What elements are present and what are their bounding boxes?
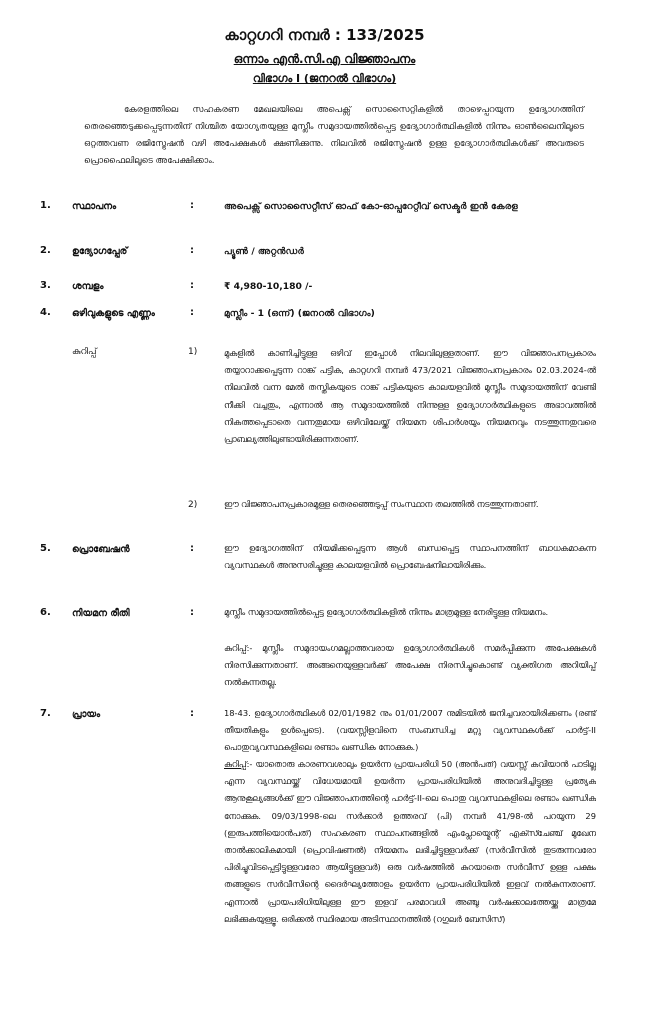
item-1-value: അപെക്സ് സൊസൈറ്റീസ് ഓഫ് കോ-ഓപ്പറേറ്റീവ് സെക്ടർ ഇൻ കേരള <box>224 201 518 212</box>
category-title: കാറ്റഗറി നമ്പർ : 133/2025 <box>224 26 425 44</box>
item-3-colon: : <box>190 280 194 291</box>
intro-paragraph: കേരളത്തിലെ സഹകരണ മേഖലയിലെ അപെക്സ് സൊസൈറ്റികളിൽ താഴെപ്പറയുന്ന ഉദ്യോഗത്തിന് തെരഞ്ഞെടുക്കപ്പെടുന്നതിന് നിശ്ചിത യോഗ്യതയുള്ള മുസ്ലീം സമുദായത്തിൽപ്പെട്ട ഉദ്യോഗാർത്ഥികളിൽ നിന്നും ഓൺലൈനിലൂടെ ഒറ്റത്തവണ രജിസ്ട്രേഷൻ വഴി അപേക്ഷകൾ ക്ഷണിക്കുന്നു. നിലവിൽ രജിസ്ട്രേഷൻ ഉള്ള ഉദ്യോഗാർത്ഥികൾക്ക് അവരുടെ പ്രൊഫൈലിലൂടെ അപേക്ഷിക്കാം. <box>84 105 584 166</box>
item-2-colon: : <box>190 245 194 256</box>
division-title: വിഭാഗം I (ജനറൽ വിഭാഗം) <box>252 72 397 85</box>
item-5-label: പ്രൊബേഷൻ <box>72 544 130 555</box>
item-2-number: 2. <box>40 245 51 256</box>
item-7-note-label: കുറിപ്പ് <box>224 759 247 769</box>
item-5-colon: : <box>190 543 194 554</box>
item-1-colon: : <box>190 200 194 211</box>
item-6-number: 6. <box>40 607 51 618</box>
item-6-colon: : <box>190 607 194 618</box>
item-7-colon: : <box>190 708 194 719</box>
item-7-number: 7. <box>40 708 51 719</box>
remark-1-text: മുകളിൽ കാണിച്ചിട്ടുള്ള ഒഴിവ് ഇപ്പോൾ നിലവിലുള്ളതാണ്. ഈ വിജ്ഞാപനപ്രകാരം തയ്യാറാക്കപ്പെടുന്ന റാങ്ക് പട്ടിക, കാറ്റഗറി നമ്പർ 473/2021 വിജ്ഞാപനപ്രകാരം 02.03.2024-ൽ നിലവിൽ വന്ന മേൽ തസ്തികയുടെ റാങ്ക് പട്ടികയുടെ കാലയളവിൽ മുസ്ലീം സമുദായത്തിന് വേണ്ടി നീക്കി വച്ചതും, എന്നാൽ ആ സമുദായത്തിൽ നിന്നുള്ള ഉദ്യോഗാർത്ഥികളുടെ അഭാവത്തിൽ നികത്തപ്പെടാതെ വന്നതുമായ ഒഴിവിലേയ്ക്ക് നിയമന ശിപാർശയും നിയമനവും നടത്തുന്നതുവരെ പ്രാബല്യത്തിലുണ്ടായിരിക്കുന്നതാണ്. <box>224 348 596 445</box>
item-6-value: മുസ്ലീം സമുദായത്തിൽപ്പെട്ട ഉദ്യോഗാർത്ഥികളിൽ നിന്നും മാത്രമുള്ള നേരിട്ടുള്ള നിയമനം. <box>224 607 549 617</box>
item-7-note <box>224 756 596 1018</box>
item-6-label: നിയമന രീതി <box>72 608 130 619</box>
item-3-label: ശമ്പളം <box>72 281 104 292</box>
item-6-note: കുറിപ്പ്:- മുസ്ലീം സമുദായംഗമല്ലാത്തവരായ ഉദ്യോഗാർത്ഥികൾ സമർപ്പിക്കുന്ന അപേക്ഷകൾ നിരസിക്കുന്നതാണ്. അങ്ങനെയുള്ളവർക്ക് അപേക്ഷ നിരസിച്ചുകൊണ്ട് വ്യക്തിഗത അറിയിപ്പ് നൽകുന്നതല്ല. <box>224 643 596 688</box>
notification-title: ഒന്നാം എൻ.സി.എ വിജ്ഞാപനം <box>233 52 416 66</box>
item-4-number: 4. <box>40 307 51 318</box>
item-1-number: 1. <box>40 200 51 211</box>
item-5-value: ഈ ഉദ്യോഗത്തിന് നിയമിക്കപ്പെടുന്ന ആൾ ബന്ധപ്പെട്ട സ്ഥാപനത്തിന് ബാധകമാകുന്ന വ്യവസ്ഥകൾ അനുസരിച്ചുള്ള കാലയളവിൽ പ്രൊബേഷനിലായിരിക്കും. <box>224 543 596 571</box>
remark-2-text: ഈ വിജ്ഞാപനപ്രകാരമുള്ള തെരഞ്ഞെടുപ്പ് സംസ്ഥാന തലത്തിൽ നടത്തുന്നതാണ്. <box>224 499 539 509</box>
item-4-label: ഒഴിവുകളുടെ എണ്ണം <box>72 308 155 319</box>
item-5-number: 5. <box>40 543 51 554</box>
item-7-label: പ്രായം <box>72 709 101 720</box>
item-2-label: ഉദ്യോഗപ്പേര് <box>72 246 128 257</box>
item-7-note-text: :- യാതൊരു കാരണവശാലും ഉയർന്ന പ്രായപരിധി 50 (അൻപത്) വയസ്സ് കവിയാൻ പാടില്ല എന്ന വ്യവസ്ഥയ്ക്ക് വിധേയമായി ഉയർന്ന പ്രായപരിധിയിൽ അനുവദിച്ചിട്ടുള്ള പ്രത്യേക ആനുകൂല്യങ്ങൾക്ക് ഈ വിജ്ഞാപനത്തിന്റെ പാർട്ട്-II-ലെ പൊതു വ്യവസ്ഥകളിലെ രണ്ടാം ഖണ്ഡിക നോക്കുക. 09/03/1998-ലെ സർക്കാർ ഉത്തരവ് (പി) നമ്പർ 41/98-ൽ പറയുന്ന 29 (ഇരുപത്തിയൊൻപത്) സഹകരണ സ്ഥാപനങ്ങളിൽ എംപ്ലോയ്മെന്റ് എക്സ്ചേഞ്ച് മുഖേന താൽക്കാലികമായി (പ്രൊവിഷണൽ) നിയമനം ലഭിച്ചിട്ടുള്ളവർക്ക് (സർവീസിൽ തുടരുന്നവരോ പിരിച്ചുവിടപ്പെട്ടിട്ടുള്ളവരോ ആയിട്ടുള്ളവർ) ഒരു വർഷത്തിൽ കുറയാതെ സർവീസ് ഉള്ള പക്ഷം തങ്ങളുടെ സർവീസിന്റെ ദൈർഘ്യത്തോളം ഉയർന്ന പ്രായപരിധിയിൽ ഇളവ് നൽകുന്നതാണ്. എന്നാൽ പ്രായപരിധിയിലുള്ള ഈ ഇളവ് പരമാവധി അഞ്ചു വർഷക്കാലത്തേയ്ക്കു മാത്രമേ ലഭിക്കുകയുള്ളൂ. ഒരിക്കൽ സ്ഥിരമായ അടിസ്ഥാനത്തിൽ (റഗുലർ ബേസിസ്) <box>224 759 596 924</box>
remark-2-number: 2) <box>188 500 198 510</box>
item-3-value: ₹ 4,980-10,180 /- <box>224 281 313 292</box>
item-4-colon: : <box>190 307 194 318</box>
item-4-value: മുസ്ലീം - 1 (ഒന്ന്) (ജനറൽ വിഭാഗം) <box>224 308 375 319</box>
remark-1-number: 1) <box>188 347 198 357</box>
item-2-value: പ്യൂൺ / അറ്റൻഡർ <box>224 246 304 257</box>
item-1-label: സ്ഥാപനം <box>72 201 117 212</box>
item-3-number: 3. <box>40 280 51 291</box>
remarks-label: കുറിപ്പ് <box>72 347 97 357</box>
item-7-value: 18-43. ഉദ്യോഗാർത്ഥികൾ 02/01/1982 നും 01/01/2007 നുമിടയിൽ ജനിച്ചവരായിരിക്കണം (രണ്ട് തീയതികളും ഉൾപ്പെടെ). (വയസ്സിളവിനെ സംബന്ധിച്ച മറ്റു വ്യവസ്ഥകൾക്ക് പാർട്ട്-II പൊതുവ്യവസ്ഥകളിലെ രണ്ടാം ഖണ്ഡിക നോക്കുക.) <box>224 708 596 753</box>
